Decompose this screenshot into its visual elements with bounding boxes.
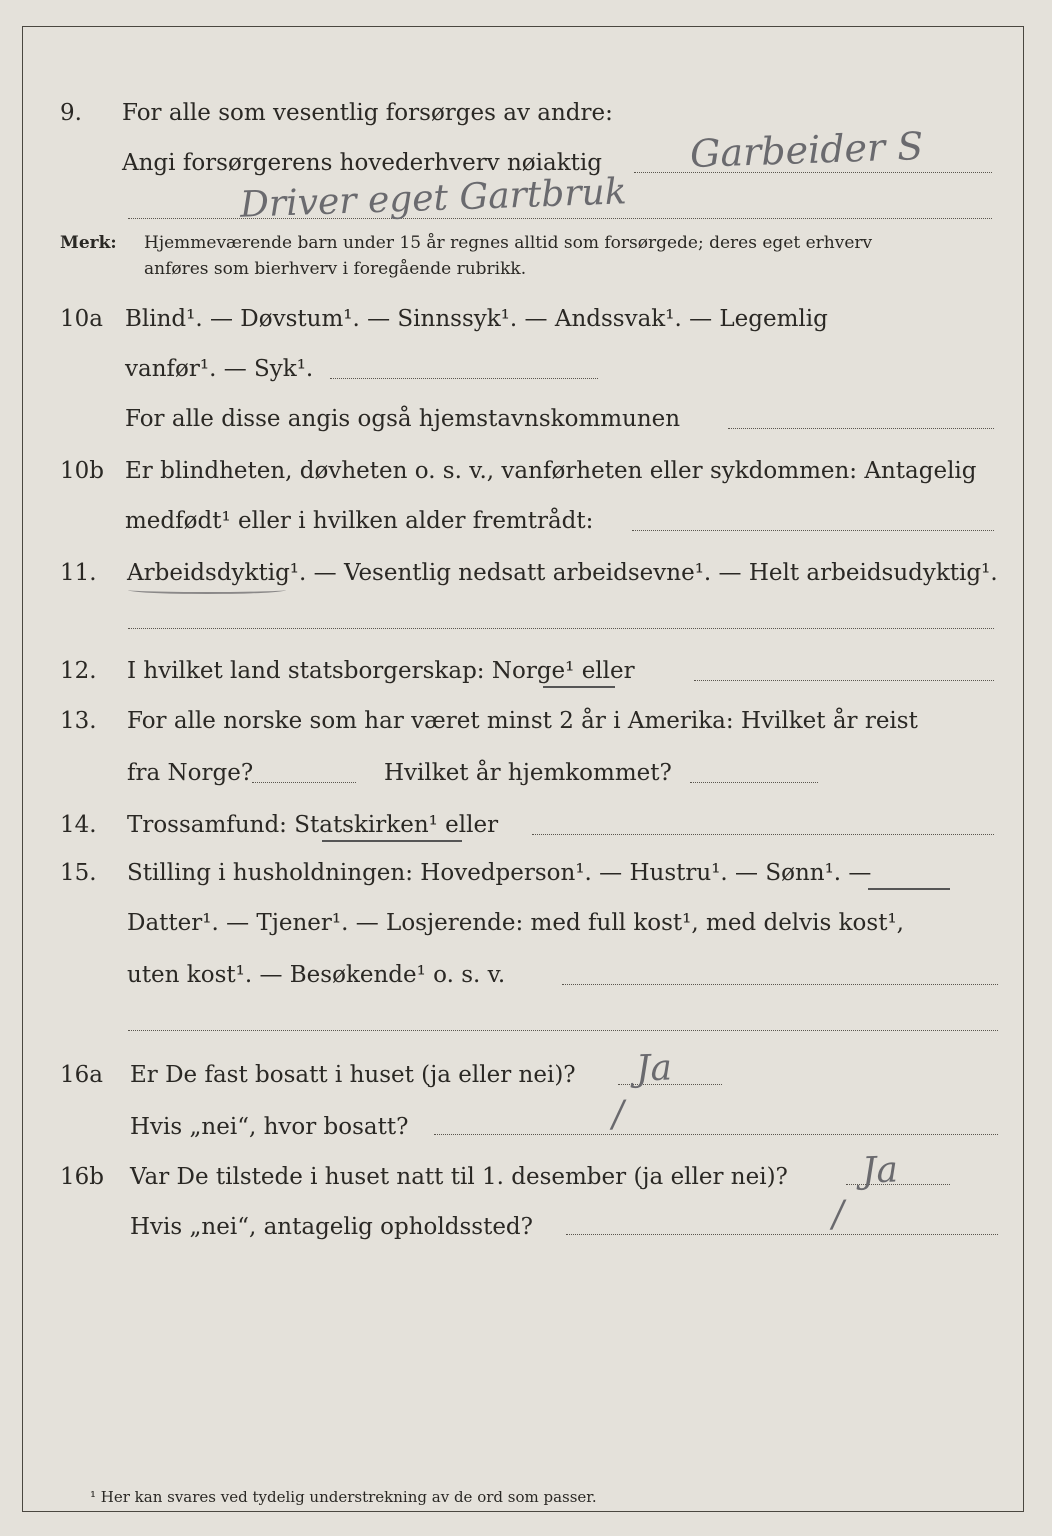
q10a-answer-line-1[interactable] xyxy=(330,378,598,379)
q15-number: 15. xyxy=(60,860,97,886)
q12-number: 12. xyxy=(60,658,97,684)
q13-answer-line-2[interactable] xyxy=(690,782,818,783)
q11-line-1: Arbeidsdyktig¹. — Vesentlig nedsatt arbeidsevne¹. — Helt arbeidsudyktig¹. xyxy=(127,560,998,586)
merk-label: Merk: xyxy=(60,233,117,253)
q11-underline-mark xyxy=(128,586,286,594)
merk-line-2: anføres som bierhverv i foregående rubrikk. xyxy=(144,259,527,279)
q15-line-2: Datter¹. — Tjener¹. — Losjerende: med full kost¹, med delvis kost¹, xyxy=(127,910,904,936)
q10a-line-2: vanfør¹. — Syk¹. xyxy=(125,356,314,382)
q13-line-2a: fra Norge? xyxy=(127,760,254,786)
q15-line-1: Stilling i husholdningen: Hovedperson¹. — Hustru¹. — Sønn¹. — xyxy=(127,860,872,886)
q9-answer-line-1[interactable] xyxy=(634,172,992,173)
q9-provider-label: Angi forsørgerens hovederhverv nøiaktig xyxy=(122,150,602,176)
q10a-number: 10a xyxy=(60,306,103,332)
q11-answer-line[interactable] xyxy=(128,628,994,629)
q16a-handwritten-answer-2: / xyxy=(611,1093,625,1136)
q14-answer-line[interactable] xyxy=(532,834,994,835)
q13-line-2b: Hvilket år hjemkommet? xyxy=(384,760,672,786)
q15-underline-mark xyxy=(868,888,950,890)
q16b-handwritten-answer-1: Ja xyxy=(861,1149,899,1192)
q12-answer-line[interactable] xyxy=(694,680,994,681)
q15-answer-line-1[interactable] xyxy=(562,984,998,985)
q16a-line-1: Er De fast bosatt i huset (ja eller nei)? xyxy=(130,1062,576,1088)
q16b-number: 16b xyxy=(60,1164,104,1190)
q14-line-1: Trossamfund: Statskirken¹ eller xyxy=(127,812,499,838)
q15-answer-line-2[interactable] xyxy=(128,1030,998,1031)
q16b-line-2: Hvis „nei“, antagelig opholdssted? xyxy=(130,1214,533,1240)
q16b-line-1: Var De tilstede i huset natt til 1. desember (ja eller nei)? xyxy=(130,1164,788,1190)
q16a-number: 16a xyxy=(60,1062,103,1088)
q9-handwritten-answer-2: Driver eget Gartbruk xyxy=(239,171,628,226)
q16b-handwritten-answer-2: / xyxy=(831,1193,845,1236)
q11-number: 11. xyxy=(60,560,97,586)
q10b-answer-line[interactable] xyxy=(632,530,994,531)
q10b-line-2: medfødt¹ eller i hvilken alder fremtrådt: xyxy=(125,508,594,534)
q12-underline-mark xyxy=(543,686,615,688)
footnote: ¹ Her kan svares ved tydelig understrekning av de ord som passer. xyxy=(90,1488,597,1506)
q14-number: 14. xyxy=(60,812,97,838)
q16a-handwritten-answer-1: Ja xyxy=(635,1047,673,1090)
q9-question: For alle som vesentlig forsørges av andre: xyxy=(122,100,613,126)
q10a-line-1: Blind¹. — Døvstum¹. — Sinnssyk¹. — Andssvak¹. — Legemlig xyxy=(125,306,828,332)
q10a-line-3: For alle disse angis også hjemstavnskommunen xyxy=(125,406,681,432)
q9-handwritten-answer-1: Garbeider S xyxy=(689,123,924,177)
q15-line-3: uten kost¹. — Besøkende¹ o. s. v. xyxy=(127,962,506,988)
q12-line-1: I hvilket land statsborgerskap: Norge¹ eller xyxy=(127,658,635,684)
q14-underline-mark xyxy=(322,840,462,842)
q10a-answer-line-2[interactable] xyxy=(728,428,994,429)
q16b-answer-line-2[interactable] xyxy=(566,1234,998,1235)
q9-number: 9. xyxy=(60,100,82,126)
q13-line-1: For alle norske som har været minst 2 år i Amerika: Hvilket år reist xyxy=(127,708,918,734)
q13-number: 13. xyxy=(60,708,97,734)
q16a-line-2: Hvis „nei“, hvor bosatt? xyxy=(130,1114,409,1140)
q13-answer-line-1[interactable] xyxy=(252,782,356,783)
q10b-line-1: Er blindheten, døvheten o. s. v., vanførheten eller sykdommen: Antagelig xyxy=(125,458,977,484)
merk-line-1: Hjemmeværende barn under 15 år regnes alltid som forsørgede; deres eget erhverv xyxy=(144,233,873,253)
q10b-number: 10b xyxy=(60,458,104,484)
q16a-answer-line-2[interactable] xyxy=(434,1134,998,1135)
